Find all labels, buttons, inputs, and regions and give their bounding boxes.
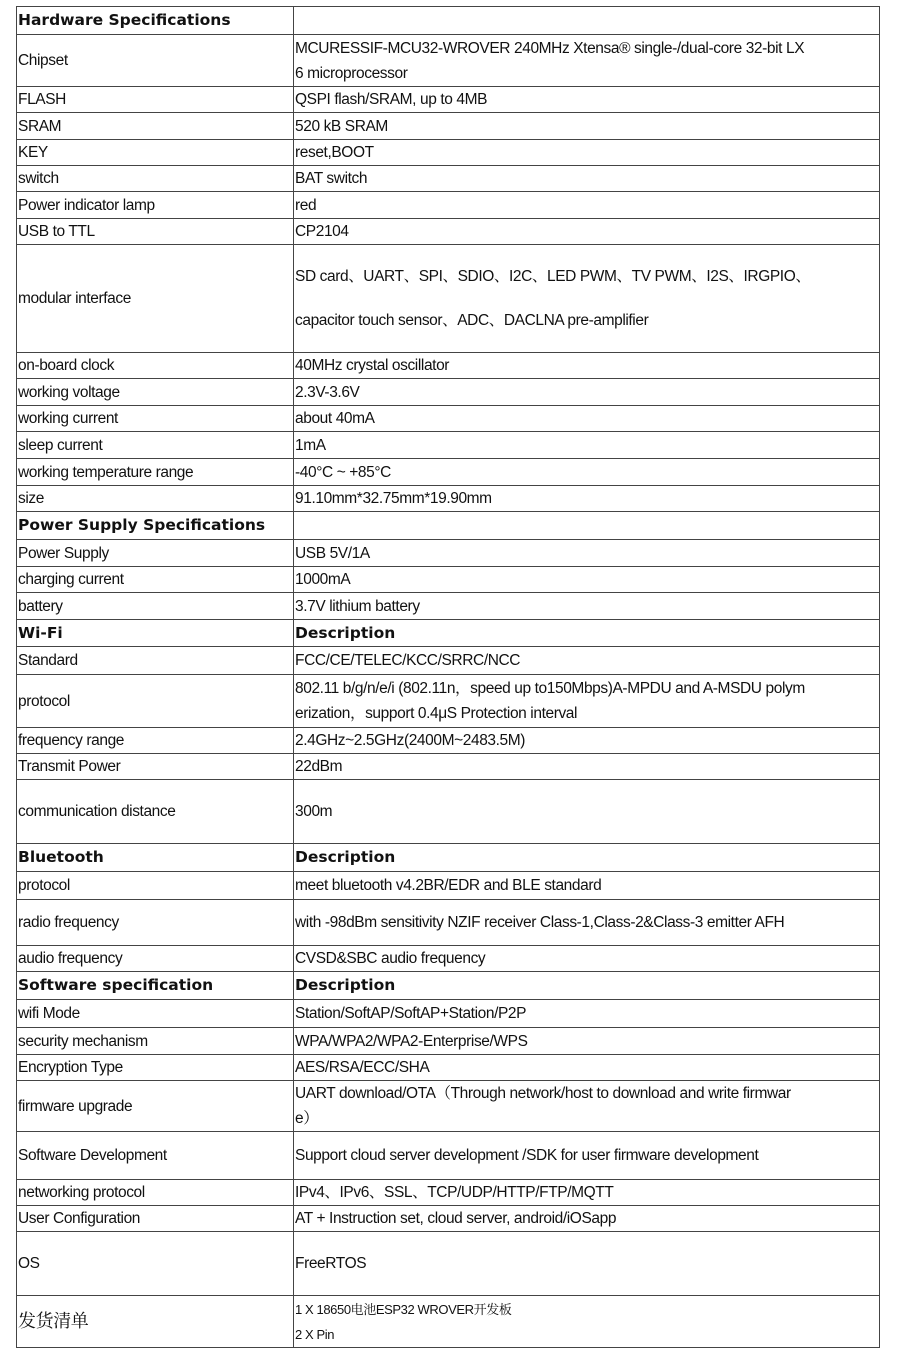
spec-label: audio frequency (17, 946, 294, 972)
spec-table (16, 6, 880, 1348)
spec-value: USB 5V/1A (294, 540, 880, 567)
spec-label: security mechanism (17, 1028, 294, 1055)
spec-row (17, 459, 880, 486)
spec-label: 发货清单 (17, 1296, 294, 1348)
spec-label: USB to TTL (17, 219, 294, 245)
spec-value: 1mA (294, 432, 880, 459)
spec-value: meet bluetooth v4.2BR/EDR and BLE standard (294, 872, 880, 900)
spec-row (17, 1232, 880, 1296)
spec-label: radio frequency (17, 900, 294, 946)
spec-row (17, 245, 880, 353)
spec-value-line: 802.11 b/g/n/e/i (802.11n，speed up to150Mbps)A-MPDU and A-MSDU polym (295, 680, 805, 697)
spec-label: battery (17, 593, 294, 620)
spec-value: 40MHz crystal oscillator (294, 353, 880, 379)
spec-row (17, 1081, 880, 1132)
spec-value: 300m (294, 780, 880, 844)
spec-label: sleep current (17, 432, 294, 459)
spec-value (294, 1296, 880, 1348)
spec-label: size (17, 486, 294, 512)
spec-row (17, 406, 880, 432)
spec-value-line: 1 X 18650电池ESP32 WROVER开发板 (295, 1301, 512, 1317)
spec-label: Software Development (17, 1132, 294, 1180)
spec-value: 2.3V-3.6V (294, 379, 880, 406)
spec-value: CVSD&SBC audio frequency (294, 946, 880, 972)
spec-label: firmware upgrade (17, 1081, 294, 1132)
spec-label: wifi Mode (17, 1000, 294, 1028)
section-header-row (17, 972, 880, 1000)
spec-label: networking protocol (17, 1180, 294, 1206)
spec-label: charging current (17, 567, 294, 593)
spec-label: protocol (17, 675, 294, 728)
spec-value (294, 35, 880, 87)
spec-value: 520 kB SRAM (294, 113, 880, 140)
spec-label: protocol (17, 872, 294, 900)
spec-label: Encryption Type (17, 1055, 294, 1081)
spec-label: KEY (17, 140, 294, 166)
spec-row (17, 1296, 880, 1348)
spec-row (17, 35, 880, 87)
spec-label: switch (17, 166, 294, 192)
spec-value: 22dBm (294, 754, 880, 780)
spec-row (17, 166, 880, 192)
spec-value-line: 6 microprocessor (295, 64, 408, 82)
spec-row (17, 1000, 880, 1028)
spec-row (17, 1132, 880, 1180)
spec-value: QSPI flash/SRAM, up to 4MB (294, 87, 880, 113)
spec-row (17, 1206, 880, 1232)
spec-value: CP2104 (294, 219, 880, 245)
spec-row (17, 1055, 880, 1081)
spec-value-line: erization，support 0.4μS Protection interval (295, 705, 578, 722)
spec-value: reset,BOOT (294, 140, 880, 166)
spec-row (17, 675, 880, 728)
spec-value: with -98dBm sensitivity NZIF receiver Class-1,Class-2&Class-3 emitter AFH (294, 900, 880, 946)
spec-value: 1000mA (294, 567, 880, 593)
spec-value: BAT switch (294, 166, 880, 192)
spec-row (17, 1028, 880, 1055)
spec-value: Station/SoftAP/SoftAP+Station/P2P (294, 1000, 880, 1028)
spec-value: Description (294, 620, 880, 647)
spec-value (294, 675, 880, 728)
spec-value (294, 1081, 880, 1132)
spec-value: 91.10mm*32.75mm*19.90mm (294, 486, 880, 512)
spec-label: Bluetooth (17, 844, 294, 872)
spec-value: Support cloud server development /SDK for user firmware development (294, 1132, 880, 1180)
spec-value: WPA/WPA2/WPA2-Enterprise/WPS (294, 1028, 880, 1055)
spec-label: SRAM (17, 113, 294, 140)
section-header-row (17, 844, 880, 872)
spec-value (294, 245, 880, 353)
spec-row (17, 219, 880, 245)
spec-value: AES/RSA/ECC/SHA (294, 1055, 880, 1081)
spec-value-line: capacitor touch sensor、ADC、DACLNA pre-amplifier (295, 311, 649, 329)
spec-row (17, 192, 880, 219)
spec-label: communication distance (17, 780, 294, 844)
spec-label: Wi-Fi (17, 620, 294, 647)
spec-row (17, 353, 880, 379)
spec-row (17, 900, 880, 946)
spec-label: OS (17, 1232, 294, 1296)
spec-value (294, 7, 880, 35)
spec-row (17, 593, 880, 620)
spec-value: AT + Instruction set, cloud server, android/iOSapp (294, 1206, 880, 1232)
spec-row (17, 728, 880, 754)
spec-label: Power indicator lamp (17, 192, 294, 219)
spec-value: -40°C ~ +85°C (294, 459, 880, 486)
spec-value: IPv4、IPv6、SSL、TCP/UDP/HTTP/FTP/MQTT (294, 1180, 880, 1206)
spec-label: Chipset (17, 35, 294, 87)
spec-value: Description (294, 844, 880, 872)
spec-row (17, 140, 880, 166)
spec-row (17, 872, 880, 900)
spec-label: Transmit Power (17, 754, 294, 780)
section-header-row (17, 7, 880, 35)
section-header-row (17, 620, 880, 647)
spec-label: on-board clock (17, 353, 294, 379)
spec-row (17, 1180, 880, 1206)
spec-value-line: e） (295, 1110, 319, 1127)
spec-label: Software specification (17, 972, 294, 1000)
spec-value: about 40mA (294, 406, 880, 432)
spec-label: Hardware Specifications (17, 7, 294, 35)
spec-label: working temperature range (17, 459, 294, 486)
spec-row (17, 87, 880, 113)
spec-label: Power Supply (17, 540, 294, 567)
spec-value: Description (294, 972, 880, 1000)
spec-value: FreeRTOS (294, 1232, 880, 1296)
spec-label: frequency range (17, 728, 294, 754)
spec-value-line: MCURESSIF-MCU32-WROVER 240MHz Xtensa® single-/dual-core 32-bit LX (295, 39, 805, 57)
spec-row (17, 432, 880, 459)
spec-label: modular interface (17, 245, 294, 353)
spec-row (17, 780, 880, 844)
spec-value: 2.4GHz~2.5GHz(2400M~2483.5M) (294, 728, 880, 754)
spec-row (17, 754, 880, 780)
spec-row (17, 486, 880, 512)
spec-value: 3.7V lithium battery (294, 593, 880, 620)
spec-label: Power Supply Specifications (17, 512, 294, 540)
spec-row (17, 113, 880, 140)
spec-value: FCC/CE/TELEC/KCC/SRRC/NCC (294, 647, 880, 675)
spec-label: working voltage (17, 379, 294, 406)
spec-value-line: SD card、UART、SPI、SDIO、I2C、LED PWM、TV PWM、I2S、IRGPIO、 (295, 267, 811, 285)
spec-value-line: 2 X Pin (295, 1326, 335, 1342)
spec-value (294, 512, 880, 540)
spec-label: FLASH (17, 87, 294, 113)
section-header-row (17, 512, 880, 540)
spec-row (17, 647, 880, 675)
spec-row (17, 946, 880, 972)
spec-row (17, 540, 880, 567)
spec-row (17, 379, 880, 406)
spec-label: working current (17, 406, 294, 432)
spec-row (17, 567, 880, 593)
spec-value: red (294, 192, 880, 219)
spec-value-line: UART download/OTA（Through network/host to download and write firmwar (295, 1085, 791, 1102)
spec-label: User Configuration (17, 1206, 294, 1232)
spec-label: Standard (17, 647, 294, 675)
